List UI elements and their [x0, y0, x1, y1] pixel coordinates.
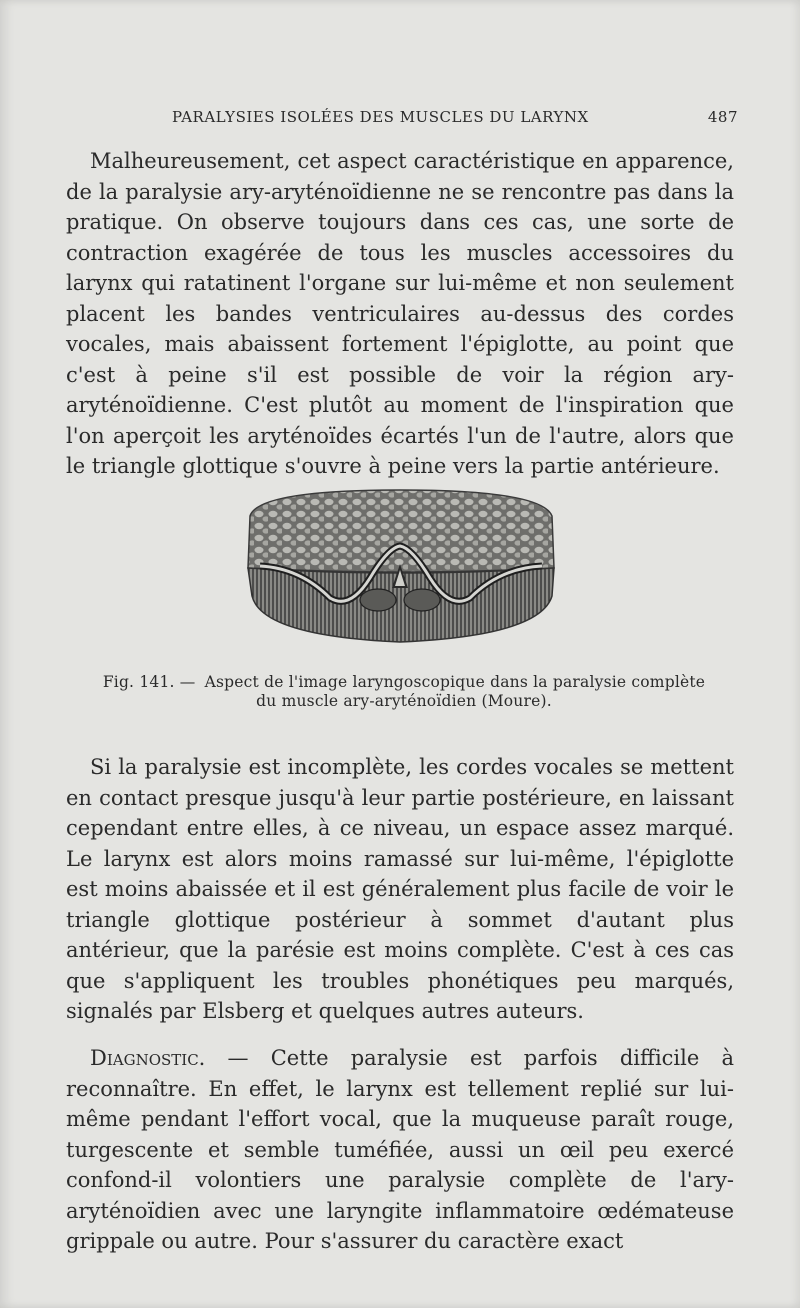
page-number: 487 — [707, 108, 738, 126]
caption-line-1: Aspect de l'image laryngoscopique dans la paralysie complète — [204, 673, 706, 691]
paragraph-3-body: — Cette paralysie est parfois difficile à reconnaître. En effet, le larynx est tellement replié sur lui-même pendant l'effort vocal, que la muqueuse paraît rouge, turgescente et semble tuméfiée, aussi un œil peu exercé confond-il volontiers une paralysie complète de l'ary-aryténoïdien avec une laryngite inflammatoire œdémateuse grippale ou autre. Pour s'assurer du caractère exact — [66, 1046, 734, 1253]
paragraph-2-text: Si la paralysie est incomplète, les cordes vocales se mettent en contact presque jusqu'à leur partie postérieure, en laissant cependant entre elles, à ce niveau, un espace assez marqué. Le larynx est alors moins ramassé sur lui-même, l'épiglotte est moins abaissée et il est généralement plus facile de voir le triangle glottique postérieur à sommet d'autant plus antérieur, que la parésie est moins complète. C'est à ces cas que s'appliquent les troubles phonétiques peu marqués, signalés par Elsberg et quelques autres auteurs. — [66, 755, 734, 1023]
paragraph-3-text — [66, 1043, 734, 1257]
caption-line-2: du muscle ary-aryténoïdien (Moure). — [256, 692, 552, 710]
paragraph-1 — [66, 146, 734, 482]
paragraph-1-text: Malheureusement, cet aspect caractéristique en apparence, de la paralysie ary-aryténoïdienne ne se rencontre pas dans la pratique. On observe toujours dans ces cas, une sorte de contraction exagérée de tous les muscles accessoires du larynx qui ratatinent l'organe sur lui-même et non seulement placent les bandes ventriculaires au-dessus des cordes vocales, mais abaissent fortement l'épiglotte, au point que c'est à peine s'il est possible de voir la région ary-aryténoïdienne. C'est plutôt au moment de l'inspiration que l'on aperçoit les aryténoïdes écartés l'un de l'autre, alors que le triangle glottique s'ouvre à peine vers la partie antérieure. — [66, 149, 734, 478]
figure-caption — [70, 673, 738, 711]
paragraph-3 — [66, 1043, 734, 1257]
running-title: PARALYSIES ISOLÉES DES MUSCLES DU LARYNX — [172, 108, 589, 126]
figure-label: Fig. 141. — — [102, 673, 196, 691]
paragraph-2 — [66, 752, 734, 1027]
section-heading-diagnostic: Diagnostic. — [90, 1046, 206, 1070]
page-header — [172, 108, 738, 126]
laryngoscope-illustration — [240, 486, 560, 646]
